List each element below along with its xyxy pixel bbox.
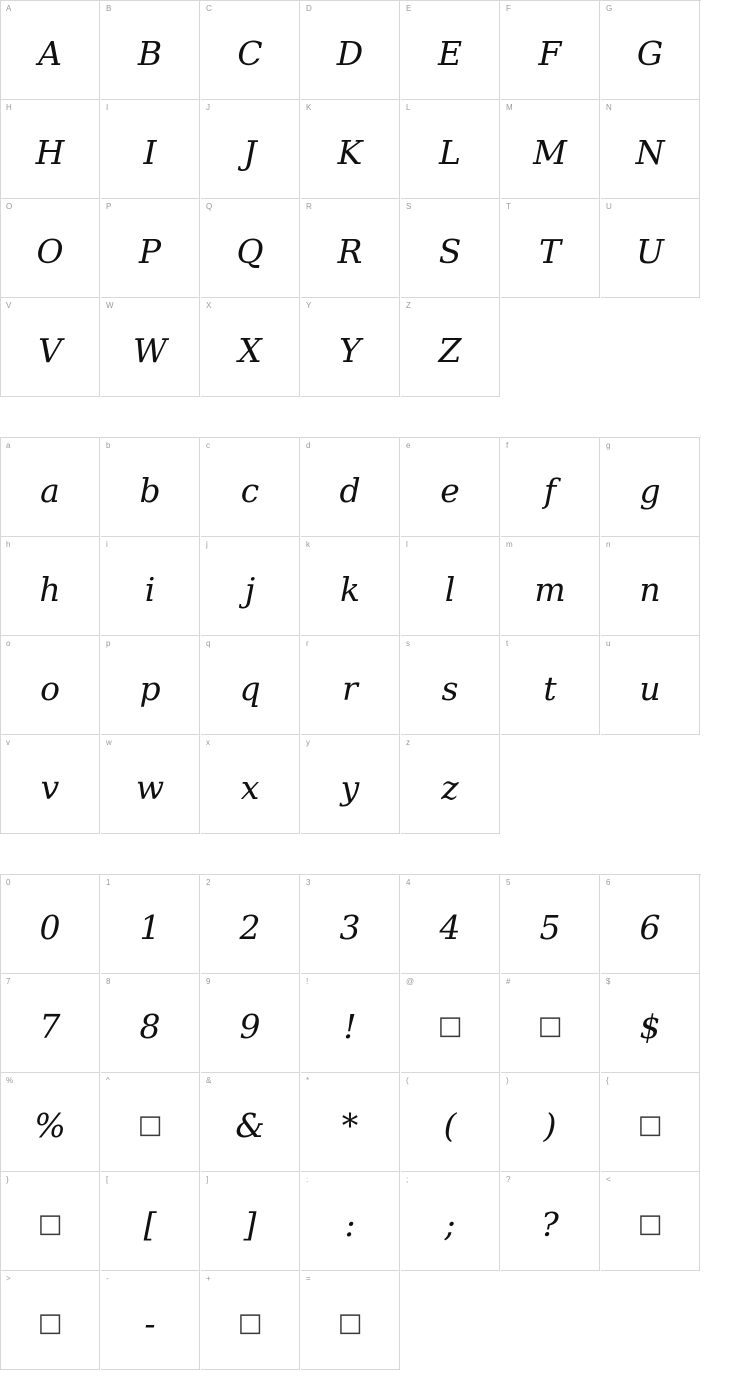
glyph-code-label: ( <box>406 1076 409 1085</box>
glyph-cell[interactable] <box>201 735 300 834</box>
glyph-code-label: 2 <box>206 878 211 887</box>
glyph-code-label: R <box>306 202 312 211</box>
glyph-missing-box: □ <box>237 1308 263 1338</box>
glyph-character: ; <box>444 1204 456 1244</box>
glyph-character: N <box>635 132 665 172</box>
glyph-character: S <box>438 231 462 271</box>
glyph-code-label: J <box>206 103 210 112</box>
glyph-cell[interactable] <box>1 298 100 397</box>
glyph-cell[interactable] <box>401 974 500 1073</box>
glyph-cell[interactable] <box>401 1073 500 1172</box>
glyph-cell-empty <box>601 298 700 397</box>
glyph-code-label: I <box>106 103 109 112</box>
glyph-character: p <box>139 668 161 708</box>
glyph-cell[interactable] <box>1 974 100 1073</box>
glyph-character: u <box>639 668 661 708</box>
glyph-code-label: X <box>206 301 212 310</box>
glyph-code-label: b <box>106 441 111 450</box>
glyph-character: W <box>133 330 167 370</box>
glyph-character: R <box>337 231 363 271</box>
glyph-character: a <box>40 470 60 510</box>
glyph-cell[interactable] <box>301 636 400 735</box>
glyph-cell[interactable] <box>401 537 500 636</box>
glyph-character: - <box>144 1303 156 1343</box>
glyph-missing-box: □ <box>437 1011 463 1041</box>
glyph-character: Q <box>236 231 264 271</box>
glyph-code-label: Y <box>306 301 312 310</box>
glyph-code-label: 5 <box>506 878 511 887</box>
glyph-character: 3 <box>339 907 361 947</box>
glyph-cell[interactable] <box>601 438 700 537</box>
glyph-cell[interactable] <box>201 875 300 974</box>
glyph-code-label: U <box>606 202 612 211</box>
glyph-cell[interactable] <box>1 1172 100 1271</box>
glyph-cell[interactable] <box>301 1271 400 1370</box>
glyph-code-label: H <box>6 103 12 112</box>
glyph-cell[interactable] <box>301 1073 400 1172</box>
glyph-cell[interactable] <box>401 438 500 537</box>
glyph-cell[interactable] <box>601 1073 700 1172</box>
glyph-character: h <box>39 569 61 609</box>
glyph-grid-uppercase <box>0 0 701 397</box>
glyph-missing-box: □ <box>137 1110 163 1140</box>
glyph-code-label: [ <box>106 1175 109 1184</box>
glyph-cell[interactable] <box>1 1271 100 1370</box>
glyph-character: : <box>344 1204 356 1244</box>
glyph-character: ] <box>243 1204 257 1244</box>
glyph-missing-box: □ <box>337 1308 363 1338</box>
glyph-code-label: 8 <box>106 977 111 986</box>
glyph-character: y <box>340 767 360 807</box>
glyph-character: k <box>340 569 360 609</box>
glyph-code-label: y <box>306 738 310 747</box>
glyph-code-label: A <box>6 4 12 13</box>
glyph-cell[interactable] <box>201 1 300 100</box>
glyph-character: 2 <box>239 907 261 947</box>
glyph-code-label: 0 <box>6 878 11 887</box>
glyph-cell[interactable] <box>1 735 100 834</box>
glyph-character: w <box>135 767 165 807</box>
glyph-code-label: { <box>606 1076 609 1085</box>
glyph-code-label: - <box>106 1274 109 1283</box>
glyph-character: H <box>35 132 65 172</box>
glyph-cell[interactable] <box>301 438 400 537</box>
glyph-cell[interactable] <box>101 974 200 1073</box>
glyph-cell[interactable] <box>601 199 700 298</box>
glyph-character: x <box>240 767 260 807</box>
glyph-character: V <box>38 330 62 370</box>
glyph-character: m <box>534 569 566 609</box>
glyph-code-label: ! <box>306 977 309 986</box>
glyph-cell[interactable] <box>501 875 600 974</box>
glyph-cell[interactable] <box>1 1 100 100</box>
glyph-cell[interactable] <box>201 974 300 1073</box>
glyph-character: T <box>538 231 561 271</box>
glyph-code-label: 7 <box>6 977 11 986</box>
glyph-code-label: N <box>606 103 612 112</box>
glyph-missing-box: □ <box>37 1308 63 1338</box>
glyph-cell[interactable] <box>601 875 700 974</box>
glyph-character: E <box>437 33 463 73</box>
glyph-missing-box: □ <box>37 1209 63 1239</box>
glyph-cell[interactable] <box>401 875 500 974</box>
glyph-code-label: s <box>406 639 410 648</box>
glyph-cell[interactable] <box>401 100 500 199</box>
glyph-character: 6 <box>639 907 661 947</box>
glyph-code-label: x <box>206 738 210 747</box>
glyph-code-label: P <box>106 202 112 211</box>
glyph-cell[interactable] <box>101 298 200 397</box>
glyph-missing-box: □ <box>637 1209 663 1239</box>
glyph-cell[interactable] <box>501 1172 600 1271</box>
glyph-code-label: * <box>306 1076 310 1085</box>
glyph-character: $ <box>639 1006 661 1046</box>
glyph-code-label: 3 <box>306 878 311 887</box>
glyph-code-label: F <box>506 4 511 13</box>
glyph-character: D <box>336 33 364 73</box>
glyph-grid-lowercase <box>0 437 701 834</box>
glyph-code-label: ) <box>506 1076 509 1085</box>
glyph-cell[interactable] <box>1 199 100 298</box>
glyph-code-label: & <box>206 1076 212 1085</box>
glyph-character: ( <box>443 1105 457 1145</box>
glyph-cell[interactable] <box>1 438 100 537</box>
glyph-code-label: o <box>6 639 11 648</box>
glyph-cell[interactable] <box>301 974 400 1073</box>
glyph-character: O <box>36 231 64 271</box>
glyph-cell[interactable] <box>401 735 500 834</box>
glyph-code-label: m <box>506 540 513 549</box>
glyph-cell[interactable] <box>201 1172 300 1271</box>
glyph-code-label: = <box>306 1274 311 1283</box>
glyph-cell[interactable] <box>501 974 600 1073</box>
block-separator <box>0 834 740 874</box>
glyph-cell[interactable] <box>301 735 400 834</box>
glyph-cell[interactable] <box>201 100 300 199</box>
glyph-code-label: @ <box>406 977 415 986</box>
glyph-code-label: d <box>306 441 311 450</box>
glyph-code-label: G <box>606 4 613 13</box>
glyph-character: g <box>639 470 661 510</box>
glyph-grid-symbols <box>0 874 701 1370</box>
glyph-cell[interactable] <box>501 636 600 735</box>
glyph-character: 9 <box>239 1006 261 1046</box>
glyph-cell[interactable] <box>401 1172 500 1271</box>
glyph-code-label: k <box>306 540 310 549</box>
glyph-character: % <box>34 1105 66 1145</box>
glyph-cell[interactable] <box>401 636 500 735</box>
glyph-character: Z <box>438 330 462 370</box>
glyph-character: * <box>341 1105 359 1145</box>
glyph-character: z <box>441 767 459 807</box>
glyph-character: f <box>543 470 557 510</box>
glyph-code-label: u <box>606 639 611 648</box>
glyph-code-label: w <box>106 738 112 747</box>
glyph-cell-empty <box>501 1271 600 1370</box>
glyph-code-label: i <box>106 540 108 549</box>
glyph-character: C <box>237 33 263 73</box>
glyph-cell[interactable] <box>301 1 400 100</box>
glyph-cell[interactable] <box>301 100 400 199</box>
glyph-cell[interactable] <box>301 875 400 974</box>
glyph-character: & <box>235 1105 265 1145</box>
glyph-cell[interactable] <box>1 537 100 636</box>
glyph-code-label: E <box>406 4 412 13</box>
glyph-cell[interactable] <box>1 636 100 735</box>
glyph-code-label: % <box>6 1076 14 1085</box>
glyph-character: K <box>337 132 363 172</box>
glyph-cell[interactable] <box>101 537 200 636</box>
glyph-code-label: e <box>406 441 411 450</box>
glyph-character: d <box>339 470 361 510</box>
glyph-character: 7 <box>39 1006 61 1046</box>
glyph-cell[interactable] <box>101 1 200 100</box>
glyph-code-label: O <box>6 202 13 211</box>
glyph-cell[interactable] <box>501 100 600 199</box>
glyph-code-label: D <box>306 4 312 13</box>
glyph-cell[interactable] <box>101 1073 200 1172</box>
glyph-missing-box: □ <box>537 1011 563 1041</box>
glyph-cell[interactable] <box>101 636 200 735</box>
glyph-code-label: 1 <box>106 878 111 887</box>
glyph-cell[interactable] <box>401 1 500 100</box>
glyph-code-label: f <box>506 441 509 450</box>
glyph-character: ! <box>343 1006 357 1046</box>
glyph-code-label: p <box>106 639 111 648</box>
glyph-character: X <box>238 330 262 370</box>
glyph-character: 1 <box>139 907 161 947</box>
glyph-code-label: Q <box>206 202 213 211</box>
glyph-cell[interactable] <box>601 974 700 1073</box>
glyph-code-label: $ <box>606 977 611 986</box>
glyph-cell[interactable] <box>1 100 100 199</box>
glyph-character: r <box>342 668 358 708</box>
glyph-code-label: c <box>206 441 210 450</box>
glyph-cell[interactable] <box>101 875 200 974</box>
glyph-character: i <box>144 569 156 609</box>
glyph-cell[interactable] <box>301 537 400 636</box>
glyph-code-label: ; <box>406 1175 409 1184</box>
glyph-character: 5 <box>539 907 561 947</box>
glyph-code-label: ] <box>206 1175 209 1184</box>
glyph-cell[interactable] <box>1 875 100 974</box>
glyph-character: q <box>239 668 261 708</box>
glyph-cell-empty <box>401 1271 500 1370</box>
glyph-cell[interactable] <box>401 199 500 298</box>
glyph-character: c <box>240 470 260 510</box>
glyph-cell[interactable] <box>201 1271 300 1370</box>
glyph-cell[interactable] <box>201 636 300 735</box>
glyph-missing-box: □ <box>637 1110 663 1140</box>
glyph-character: J <box>243 132 257 172</box>
glyph-code-label: + <box>206 1274 211 1283</box>
glyph-cell[interactable] <box>101 438 200 537</box>
glyph-cell[interactable] <box>401 298 500 397</box>
glyph-cell[interactable] <box>201 537 300 636</box>
glyph-code-label: 6 <box>606 878 611 887</box>
glyph-code-label: < <box>606 1175 611 1184</box>
glyph-code-label: V <box>6 301 12 310</box>
glyph-character: B <box>137 33 163 73</box>
glyph-code-label: r <box>306 639 309 648</box>
glyph-code-label: a <box>6 441 11 450</box>
glyph-character: ) <box>543 1105 557 1145</box>
glyph-code-label: z <box>406 738 410 747</box>
glyph-cell[interactable] <box>501 199 600 298</box>
glyph-cell[interactable] <box>501 1 600 100</box>
glyph-cell[interactable] <box>101 100 200 199</box>
glyph-character: n <box>639 569 661 609</box>
glyph-cell-empty <box>601 735 700 834</box>
glyph-code-label: 4 <box>406 878 411 887</box>
glyph-cell[interactable] <box>201 1073 300 1172</box>
glyph-cell-empty <box>601 1271 700 1370</box>
glyph-cell[interactable] <box>501 537 600 636</box>
glyph-code-label: q <box>206 639 211 648</box>
glyph-character: A <box>38 33 62 73</box>
glyph-cell[interactable] <box>1 1073 100 1172</box>
glyph-character: G <box>636 33 664 73</box>
glyph-character: U <box>636 231 664 271</box>
glyph-character: l <box>444 569 456 609</box>
glyph-code-label: : <box>306 1175 309 1184</box>
glyph-character: ? <box>541 1204 559 1244</box>
glyph-code-label: B <box>106 4 112 13</box>
glyph-character: Y <box>339 330 361 370</box>
glyph-code-label: v <box>6 738 10 747</box>
glyph-character: e <box>440 470 460 510</box>
glyph-character: v <box>40 767 60 807</box>
glyph-cell-empty <box>501 735 600 834</box>
glyph-cell[interactable] <box>301 199 400 298</box>
glyph-code-label: Z <box>406 301 411 310</box>
glyph-cell-empty <box>501 298 600 397</box>
glyph-code-label: C <box>206 4 212 13</box>
glyph-cell[interactable] <box>101 1172 200 1271</box>
glyph-character: t <box>543 668 557 708</box>
glyph-code-label: j <box>206 540 208 549</box>
glyph-code-label: T <box>506 202 511 211</box>
glyph-code-label: L <box>406 103 411 112</box>
glyph-cell[interactable] <box>301 1172 400 1271</box>
glyph-character: 8 <box>139 1006 161 1046</box>
glyph-cell[interactable] <box>601 1 700 100</box>
glyph-character: 0 <box>39 907 61 947</box>
glyph-cell[interactable] <box>601 537 700 636</box>
glyph-character: P <box>138 231 162 271</box>
glyph-code-label: > <box>6 1274 11 1283</box>
glyph-character: b <box>139 470 161 510</box>
glyph-cell[interactable] <box>201 199 300 298</box>
glyph-character: F <box>538 33 562 73</box>
glyph-character: j <box>244 569 256 609</box>
glyph-code-label: t <box>506 639 509 648</box>
glyph-cell[interactable] <box>201 438 300 537</box>
glyph-code-label: S <box>406 202 412 211</box>
glyph-code-label: l <box>406 540 408 549</box>
glyph-code-label: 9 <box>206 977 211 986</box>
glyph-code-label: h <box>6 540 11 549</box>
glyph-code-label: ^ <box>106 1076 110 1085</box>
glyph-code-label: W <box>106 301 114 310</box>
glyph-character: o <box>40 668 60 708</box>
glyph-code-label: ? <box>506 1175 511 1184</box>
glyph-character: M <box>533 132 567 172</box>
glyph-code-label: # <box>506 977 511 986</box>
glyph-character: 4 <box>439 907 461 947</box>
block-separator <box>0 397 740 437</box>
glyph-code-label: g <box>606 441 611 450</box>
glyph-character: [ <box>143 1204 157 1244</box>
glyph-cell[interactable] <box>301 298 400 397</box>
glyph-code-label: } <box>6 1175 9 1184</box>
glyph-code-label: K <box>306 103 312 112</box>
glyph-cell[interactable] <box>101 735 200 834</box>
glyph-cell[interactable] <box>601 1172 700 1271</box>
glyph-cell[interactable] <box>101 199 200 298</box>
glyph-cell[interactable] <box>201 298 300 397</box>
glyph-character: L <box>439 132 461 172</box>
glyph-character: s <box>441 668 459 708</box>
glyph-cell[interactable] <box>501 1073 600 1172</box>
glyph-cell[interactable] <box>601 100 700 199</box>
glyph-cell[interactable] <box>601 636 700 735</box>
glyph-character: I <box>143 132 157 172</box>
glyph-code-label: M <box>506 103 513 112</box>
glyph-code-label: n <box>606 540 611 549</box>
glyph-cell[interactable] <box>101 1271 200 1370</box>
glyph-cell[interactable] <box>501 438 600 537</box>
